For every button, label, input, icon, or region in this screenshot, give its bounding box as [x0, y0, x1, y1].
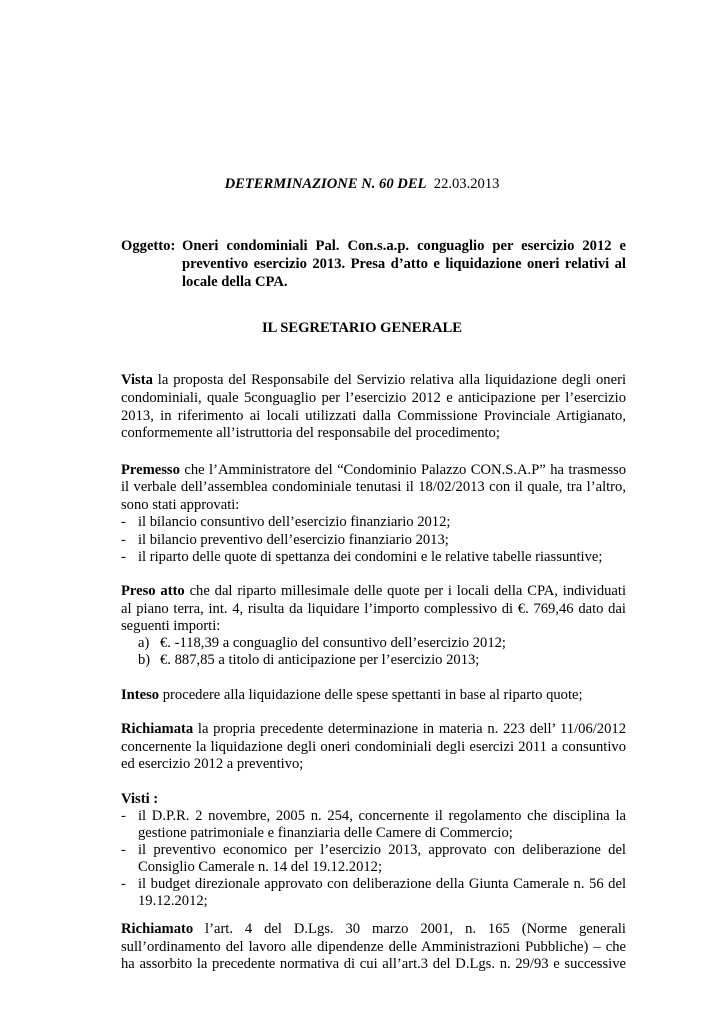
visti-item-2-line-1: il preventivo economico per l’esercizio 2013, approvato con deliberazione del [138, 842, 626, 858]
visti-item-3-line-1: il budget direzionale approvato con deliberazione della Giunta Camerale n. 56 del [138, 876, 626, 892]
richiamata-line-1-text: la propria precedente determinazione in materia n. 223 dell’ 11/06/2012 [193, 721, 626, 737]
richiamata-line-1 [121, 720, 626, 738]
vista-line-2: condominiali, quale 5conguaglio per l’esercizio 2012 e anticipazione per l’esercizio [121, 390, 626, 406]
richiamato-line-1 [121, 920, 626, 938]
premesso-item-1-text: il bilancio consuntivo dell’esercizio finanziario 2012; [138, 514, 451, 530]
dash: - [121, 876, 126, 892]
preso-atto-line-2: al piano terra, int. 4, risulta da liquidare l’importo complessivo di €. 769,46 dato dai [121, 601, 626, 617]
visti-item-2-line-2: Consiglio Camerale n. 14 del 19.12.2012; [138, 859, 383, 875]
oggetto-line-1: Oneri condominiali Pal. Con.s.a.p. conguaglio per esercizio 2012 e [182, 238, 626, 254]
dash: - [121, 549, 126, 565]
visti-item-1-line-1: il D.P.R. 2 novembre, 2005 n. 254, concernente il regolamento che disciplina la [138, 808, 626, 824]
premesso-item-2-text: il bilancio preventivo dell’esercizio finanziario 2013; [138, 532, 449, 548]
document-title [0, 176, 724, 193]
premesso-line-1 [121, 461, 626, 479]
inteso-lead: Inteso [121, 687, 160, 703]
item-marker-b: b) [138, 652, 151, 668]
vista-line-1-text: la proposta del Responsabile del Servizio relativa alla liquidazione degli oneri [152, 372, 626, 388]
visti-lead: Visti : [121, 791, 159, 807]
dash: - [121, 842, 126, 858]
dash: - [121, 514, 126, 530]
oggetto-label: Oggetto: [121, 238, 176, 254]
richiamata-line-3: ed esercizio 2012 a preventivo; [121, 756, 304, 772]
richiamato-line-1-text: l’art. 4 del D.Lgs. 30 marzo 2001, n. 165 (Norme generali [193, 921, 626, 937]
vista-lead: Vista [121, 372, 153, 388]
dash: - [121, 808, 126, 824]
richiamato-line-3: ha assorbito la precedente normativa di cui all’art.3 del D.Lgs. n. 29/93 e successive [121, 956, 626, 972]
preso-atto-lead: Preso atto [121, 583, 185, 599]
section-heading: IL SEGRETARIO GENERALE [261, 320, 463, 336]
premesso-lead: Premesso [121, 462, 180, 478]
premesso-line-3: sono stati approvati: [121, 497, 240, 513]
preso-atto-line-1 [121, 582, 626, 600]
inteso-line [121, 686, 626, 704]
vista-line-4: conformemente all’istruttoria del responsabile del procedimento; [121, 425, 500, 441]
dash: - [121, 532, 126, 548]
title-prefix: DETERMINAZIONE N. 60 DEL [224, 176, 427, 192]
richiamato-lead: Richiamato [121, 921, 194, 937]
oggetto-line-3: locale della CPA. [182, 274, 288, 290]
richiamato-line-2: sull’ordinamento del lavoro alle dipendenze delle Amministrazioni Pubbliche) – che [121, 939, 626, 955]
preso-atto-line-3: seguenti importi: [121, 618, 221, 634]
vista-line-1 [121, 371, 626, 389]
premesso-item-3-text: il riparto delle quote di spettanza dei condomini e le relative tabelle riassuntive; [138, 549, 603, 565]
preso-atto-item-a-text: €. -118,39 a conguaglio del consuntivo dell’esercizio 2012; [160, 635, 506, 651]
richiamata-lead: Richiamata [121, 721, 194, 737]
inteso-text: procedere alla liquidazione delle spese spettanti in base al riparto quote; [159, 687, 583, 703]
visti-item-3-line-2: 19.12.2012; [138, 893, 208, 909]
preso-atto-item-b-text: €. 887,85 a titolo di anticipazione per l’esercizio 2013; [160, 652, 480, 668]
oggetto-line-2: preventivo esercizio 2013. Presa d’atto e liquidazione oneri relativi al [182, 256, 626, 272]
item-marker-a: a) [138, 635, 150, 651]
title-date: 22.03.2013 [433, 176, 500, 192]
visti-item-1-line-2: gestione patrimoniale e finanziaria delle Camere di Commercio; [138, 825, 513, 841]
preso-atto-line-1-text: che dal riparto millesimale delle quote per i locali della CPA, individuati [184, 583, 627, 599]
premesso-line-1-text: che l’Amministratore del “Condominio Palazzo CON.S.A.P” ha trasmesso [179, 462, 626, 478]
richiamata-line-2: concernente la liquidazione degli oneri condominiali degli esercizi 2011 a consuntivo [121, 739, 626, 755]
vista-line-3: 2013, in riferimento ai locali utilizzati dalla Commissione Provinciale Artigianato, [121, 408, 626, 424]
premesso-line-2: il verbale dell’assemblea condominiale tenutasi il 18/02/2013 con il quale, tra l’altro, [121, 479, 626, 495]
